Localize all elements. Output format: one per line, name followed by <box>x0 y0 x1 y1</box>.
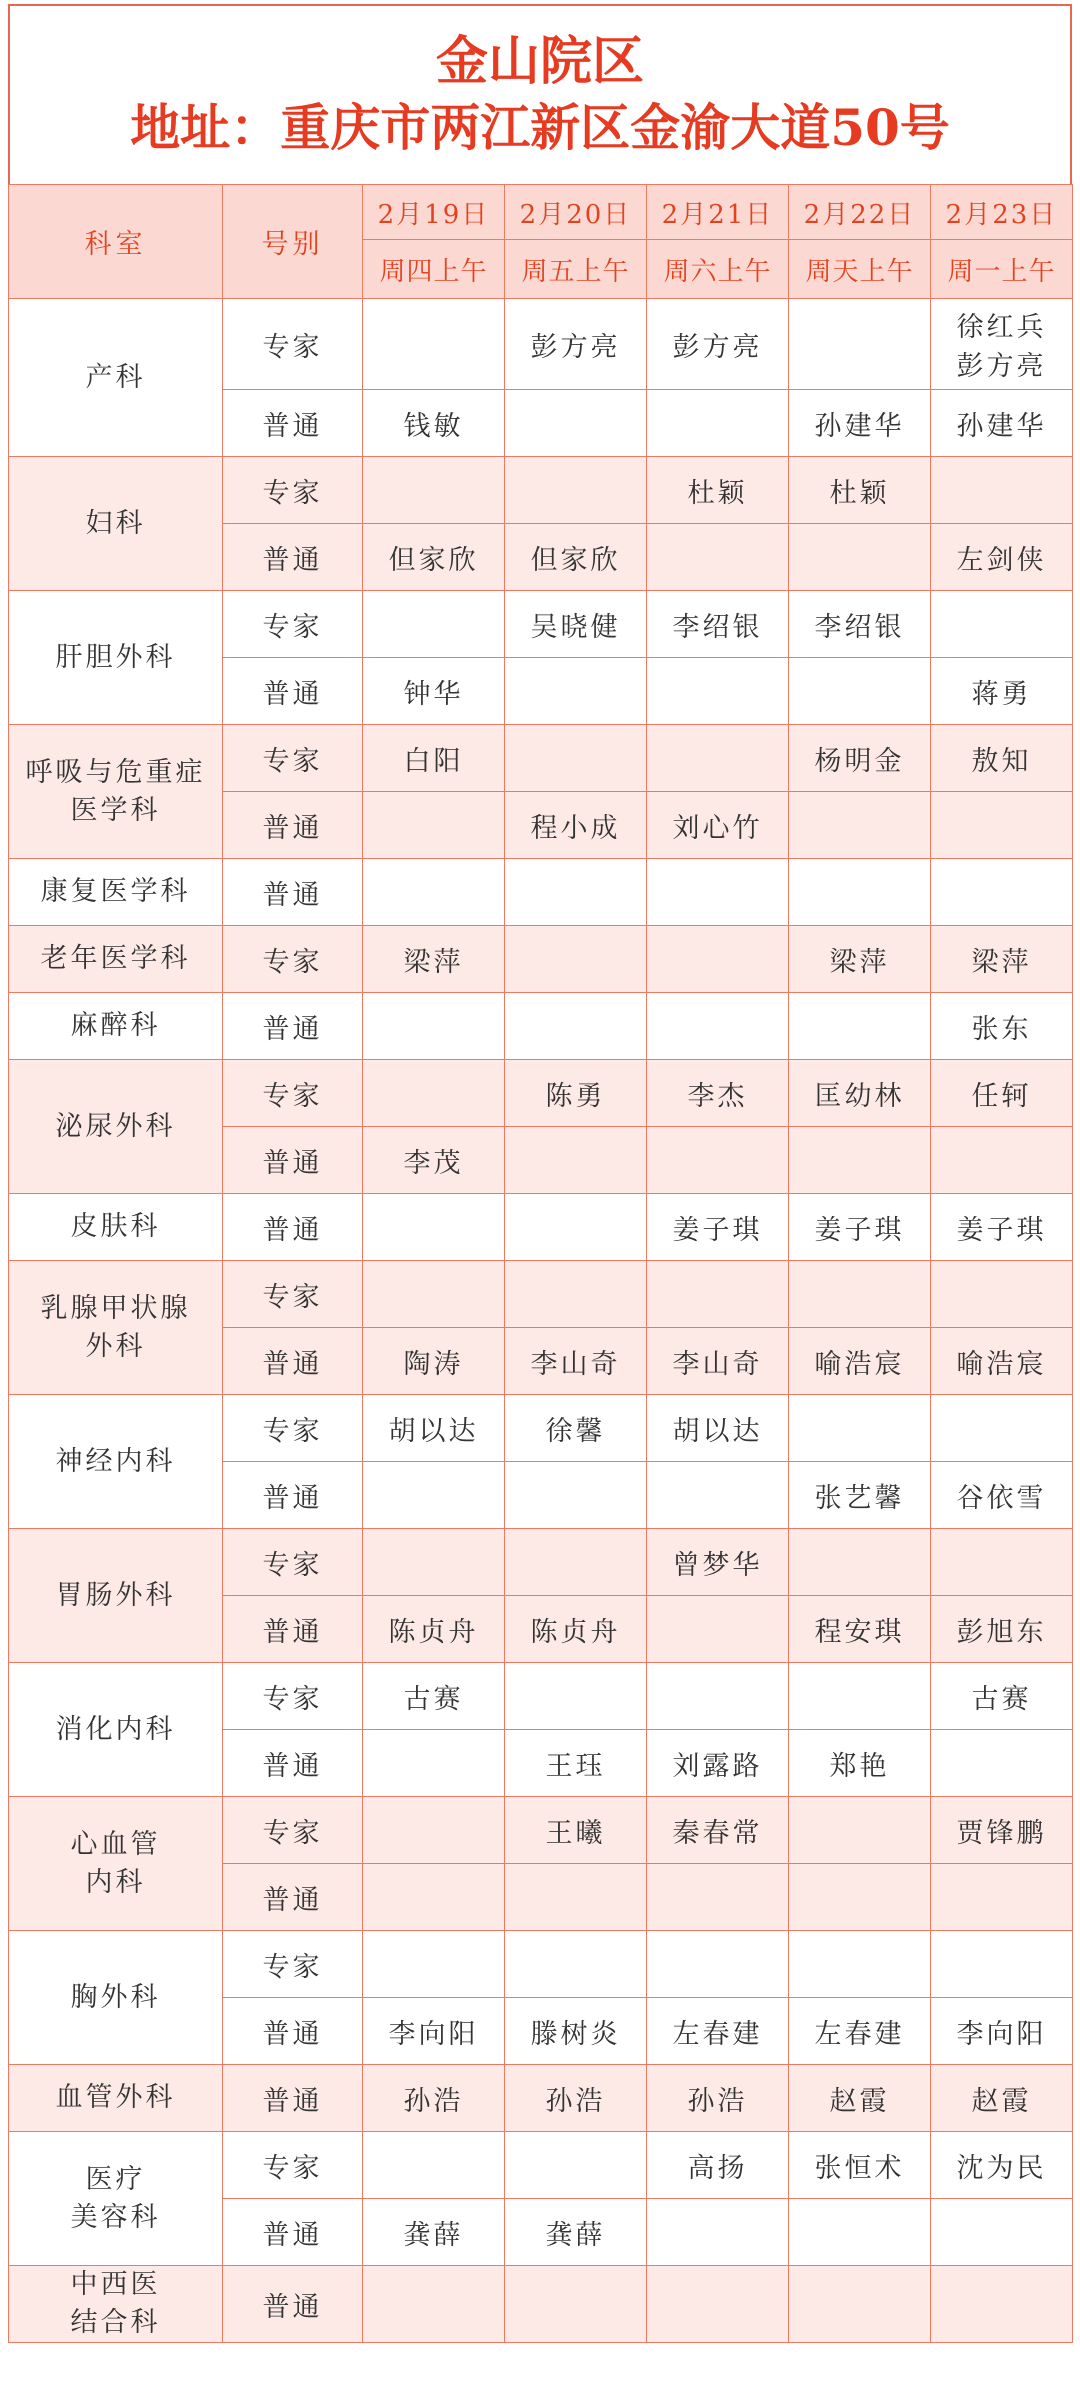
doctor-cell <box>647 1931 789 1998</box>
doctor-cell <box>363 1864 505 1931</box>
doctor-cell <box>505 658 647 725</box>
doctor-cell <box>931 1931 1073 1998</box>
table-row <box>9 1060 1073 1127</box>
doctor-cell: 滕树炎 <box>505 1998 647 2065</box>
doctor-cell <box>505 2266 647 2343</box>
doctor-cell <box>789 1395 931 1462</box>
clinic-type-cell: 专家 <box>223 1797 363 1864</box>
doctor-cell <box>363 1462 505 1529</box>
date-header: 2月19日 <box>363 185 505 240</box>
clinic-type-cell: 专家 <box>223 591 363 658</box>
doctor-cell <box>363 2266 505 2343</box>
doctor-cell <box>505 2132 647 2199</box>
doctor-cell <box>647 390 789 457</box>
clinic-type-cell: 普通 <box>223 792 363 859</box>
doctor-cell <box>505 390 647 457</box>
doctor-cell <box>505 859 647 926</box>
schedule-table <box>8 184 1073 2343</box>
doctor-cell <box>931 591 1073 658</box>
doctor-cell <box>931 1395 1073 1462</box>
clinic-type-cell: 专家 <box>223 725 363 792</box>
department-cell: 神经内科 <box>9 1395 223 1529</box>
doctor-cell: 徐馨 <box>505 1395 647 1462</box>
department-cell: 胸外科 <box>9 1931 223 2065</box>
doctor-cell: 姜子琪 <box>647 1194 789 1261</box>
clinic-type-cell: 普通 <box>223 658 363 725</box>
doctor-cell <box>647 2199 789 2266</box>
clinic-type-cell: 专家 <box>223 1663 363 1730</box>
clinic-type-cell: 普通 <box>223 1127 363 1194</box>
dept-column-header: 科室 <box>9 185 223 299</box>
department-cell: 胃肠外科 <box>9 1529 223 1663</box>
table-row <box>9 2065 1073 2132</box>
doctor-cell: 陈勇 <box>505 1060 647 1127</box>
doctor-cell: 徐红兵 彭方亮 <box>931 299 1073 390</box>
doctor-cell: 彭旭东 <box>931 1596 1073 1663</box>
table-row <box>9 2132 1073 2199</box>
doctor-cell: 李茂 <box>363 1127 505 1194</box>
doctor-cell <box>647 1864 789 1931</box>
doctor-cell: 李向阳 <box>363 1998 505 2065</box>
doctor-cell: 孙浩 <box>505 2065 647 2132</box>
weekday-header: 周天上午 <box>789 240 931 299</box>
doctor-cell: 左剑侠 <box>931 524 1073 591</box>
doctor-cell <box>931 2266 1073 2343</box>
table-row <box>9 1395 1073 1462</box>
doctor-cell: 古赛 <box>931 1663 1073 1730</box>
doctor-cell: 但家欣 <box>505 524 647 591</box>
clinic-type-cell: 普通 <box>223 2266 363 2343</box>
clinic-type-cell: 普通 <box>223 1596 363 1663</box>
department-cell: 心血管 内科 <box>9 1797 223 1931</box>
doctor-cell <box>363 2132 505 2199</box>
clinic-type-cell: 普通 <box>223 1194 363 1261</box>
doctor-cell: 古赛 <box>363 1663 505 1730</box>
doctor-cell <box>789 1529 931 1596</box>
doctor-cell: 赵霞 <box>789 2065 931 2132</box>
doctor-cell: 蒋勇 <box>931 658 1073 725</box>
doctor-cell <box>363 1060 505 1127</box>
doctor-cell: 曾梦华 <box>647 1529 789 1596</box>
doctor-cell: 沈为民 <box>931 2132 1073 2199</box>
department-cell: 肝胆外科 <box>9 591 223 725</box>
doctor-cell: 郑艳 <box>789 1730 931 1797</box>
department-cell: 医疗 美容科 <box>9 2132 223 2266</box>
table-row <box>9 1194 1073 1261</box>
doctor-cell <box>931 1127 1073 1194</box>
doctor-cell: 胡以达 <box>363 1395 505 1462</box>
table-row <box>9 1529 1073 1596</box>
doctor-cell <box>647 859 789 926</box>
doctor-cell <box>647 725 789 792</box>
doctor-cell <box>647 1462 789 1529</box>
doctor-cell: 钟华 <box>363 658 505 725</box>
doctor-cell <box>789 993 931 1060</box>
doctor-cell: 彭方亮 <box>505 299 647 390</box>
doctor-cell: 张恒术 <box>789 2132 931 2199</box>
doctor-cell: 喻浩宸 <box>789 1328 931 1395</box>
department-cell: 血管外科 <box>9 2065 223 2132</box>
clinic-type-cell: 专家 <box>223 1261 363 1328</box>
doctor-cell: 王曦 <box>505 1797 647 1864</box>
doctor-cell <box>647 524 789 591</box>
doctor-cell <box>647 1596 789 1663</box>
doctor-cell: 孙建华 <box>931 390 1073 457</box>
type-column-header: 号别 <box>223 185 363 299</box>
doctor-cell <box>647 1127 789 1194</box>
doctor-cell: 张东 <box>931 993 1073 1060</box>
doctor-cell: 孙浩 <box>363 2065 505 2132</box>
doctor-cell <box>789 859 931 926</box>
doctor-cell: 杜颖 <box>789 457 931 524</box>
table-body <box>9 299 1073 2343</box>
department-cell: 泌尿外科 <box>9 1060 223 1194</box>
doctor-cell: 王珏 <box>505 1730 647 1797</box>
doctor-cell: 匡幼林 <box>789 1060 931 1127</box>
doctor-cell <box>363 792 505 859</box>
schedule-page <box>8 4 1072 2343</box>
doctor-cell <box>647 926 789 993</box>
doctor-cell: 姜子琪 <box>789 1194 931 1261</box>
doctor-cell: 杨明金 <box>789 725 931 792</box>
table-row <box>9 1931 1073 1998</box>
weekday-header: 周四上午 <box>363 240 505 299</box>
clinic-type-cell: 专家 <box>223 1060 363 1127</box>
doctor-cell <box>789 1931 931 1998</box>
clinic-type-cell: 普通 <box>223 1462 363 1529</box>
department-cell: 呼吸与危重症 医学科 <box>9 725 223 859</box>
doctor-cell <box>505 1194 647 1261</box>
doctor-cell: 谷依雪 <box>931 1462 1073 1529</box>
doctor-cell <box>363 993 505 1060</box>
doctor-cell <box>789 1663 931 1730</box>
department-cell: 麻醉科 <box>9 993 223 1060</box>
doctor-cell <box>931 1529 1073 1596</box>
doctor-cell: 李山奇 <box>505 1328 647 1395</box>
doctor-cell <box>505 725 647 792</box>
doctor-cell <box>363 299 505 390</box>
date-row <box>9 185 1073 240</box>
doctor-cell: 梁萍 <box>789 926 931 993</box>
table-row <box>9 457 1073 524</box>
clinic-type-cell: 普通 <box>223 1328 363 1395</box>
doctor-cell <box>505 1127 647 1194</box>
doctor-cell <box>363 1194 505 1261</box>
doctor-cell <box>363 591 505 658</box>
table-row <box>9 591 1073 658</box>
department-cell: 老年医学科 <box>9 926 223 993</box>
doctor-cell <box>505 1931 647 1998</box>
doctor-cell: 喻浩宸 <box>931 1328 1073 1395</box>
clinic-type-cell: 专家 <box>223 1395 363 1462</box>
doctor-cell: 孙建华 <box>789 390 931 457</box>
doctor-cell <box>363 1730 505 1797</box>
doctor-cell <box>363 457 505 524</box>
doctor-cell <box>505 1462 647 1529</box>
doctor-cell: 任轲 <box>931 1060 1073 1127</box>
clinic-type-cell: 专家 <box>223 1529 363 1596</box>
department-cell: 皮肤科 <box>9 1194 223 1261</box>
doctor-cell <box>363 1529 505 1596</box>
doctor-cell <box>647 2266 789 2343</box>
clinic-type-cell: 普通 <box>223 1730 363 1797</box>
doctor-cell: 梁萍 <box>363 926 505 993</box>
weekday-header: 周五上午 <box>505 240 647 299</box>
page-header <box>8 4 1072 184</box>
doctor-cell <box>363 859 505 926</box>
doctor-cell: 张艺馨 <box>789 1462 931 1529</box>
weekday-header: 周一上午 <box>931 240 1073 299</box>
doctor-cell: 李绍银 <box>647 591 789 658</box>
doctor-cell <box>647 1261 789 1328</box>
date-header: 2月22日 <box>789 185 931 240</box>
doctor-cell: 敖知 <box>931 725 1073 792</box>
doctor-cell <box>789 2199 931 2266</box>
doctor-cell: 胡以达 <box>647 1395 789 1462</box>
doctor-cell <box>647 658 789 725</box>
doctor-cell <box>505 1864 647 1931</box>
doctor-cell <box>931 859 1073 926</box>
doctor-cell: 龚薛 <box>505 2199 647 2266</box>
doctor-cell <box>363 1931 505 1998</box>
clinic-type-cell: 普通 <box>223 993 363 1060</box>
table-row <box>9 1797 1073 1864</box>
doctor-cell: 钱敏 <box>363 390 505 457</box>
table-row <box>9 1261 1073 1328</box>
table-row <box>9 926 1073 993</box>
doctor-cell <box>789 2266 931 2343</box>
doctor-cell <box>789 299 931 390</box>
doctor-cell <box>789 1864 931 1931</box>
doctor-cell: 贾锋鹏 <box>931 1797 1073 1864</box>
weekday-header: 周六上午 <box>647 240 789 299</box>
clinic-type-cell: 专家 <box>223 2132 363 2199</box>
doctor-cell: 李绍银 <box>789 591 931 658</box>
doctor-cell <box>789 1261 931 1328</box>
doctor-cell: 刘露路 <box>647 1730 789 1797</box>
doctor-cell: 刘心竹 <box>647 792 789 859</box>
doctor-cell: 杜颖 <box>647 457 789 524</box>
department-cell: 康复医学科 <box>9 859 223 926</box>
doctor-cell <box>931 1261 1073 1328</box>
doctor-cell: 陈贞舟 <box>363 1596 505 1663</box>
date-header: 2月21日 <box>647 185 789 240</box>
doctor-cell <box>505 993 647 1060</box>
date-header: 2月23日 <box>931 185 1073 240</box>
department-cell: 中西医 结合科 <box>9 2266 223 2343</box>
doctor-cell: 彭方亮 <box>647 299 789 390</box>
doctor-cell <box>789 1127 931 1194</box>
clinic-type-cell: 普通 <box>223 390 363 457</box>
doctor-cell: 陶涛 <box>363 1328 505 1395</box>
doctor-cell: 程安琪 <box>789 1596 931 1663</box>
table-row <box>9 1663 1073 1730</box>
doctor-cell <box>505 926 647 993</box>
table-row <box>9 993 1073 1060</box>
clinic-type-cell: 专家 <box>223 457 363 524</box>
department-cell: 产科 <box>9 299 223 457</box>
doctor-cell: 吴晓健 <box>505 591 647 658</box>
doctor-cell <box>363 1797 505 1864</box>
doctor-cell: 左春建 <box>789 1998 931 2065</box>
doctor-cell: 李杰 <box>647 1060 789 1127</box>
date-header: 2月20日 <box>505 185 647 240</box>
doctor-cell: 李向阳 <box>931 1998 1073 2065</box>
table-header <box>9 185 1073 299</box>
doctor-cell: 高扬 <box>647 2132 789 2199</box>
doctor-cell: 梁萍 <box>931 926 1073 993</box>
campus-title: 金山院区 <box>435 31 644 92</box>
clinic-type-cell: 普通 <box>223 1998 363 2065</box>
doctor-cell <box>505 1261 647 1328</box>
doctor-cell: 白阳 <box>363 725 505 792</box>
doctor-cell: 秦春常 <box>647 1797 789 1864</box>
department-cell: 乳腺甲状腺 外科 <box>9 1261 223 1395</box>
doctor-cell <box>931 792 1073 859</box>
clinic-type-cell: 普通 <box>223 524 363 591</box>
doctor-cell <box>931 2199 1073 2266</box>
doctor-cell: 但家欣 <box>363 524 505 591</box>
doctor-cell <box>789 1797 931 1864</box>
clinic-type-cell: 普通 <box>223 2065 363 2132</box>
department-cell: 消化内科 <box>9 1663 223 1797</box>
doctor-cell: 赵霞 <box>931 2065 1073 2132</box>
doctor-cell <box>505 457 647 524</box>
doctor-cell <box>363 1261 505 1328</box>
doctor-cell: 李山奇 <box>647 1328 789 1395</box>
doctor-cell <box>789 524 931 591</box>
doctor-cell: 陈贞舟 <box>505 1596 647 1663</box>
department-cell: 妇科 <box>9 457 223 591</box>
clinic-type-cell: 普通 <box>223 1864 363 1931</box>
table-row <box>9 725 1073 792</box>
clinic-type-cell: 专家 <box>223 1931 363 1998</box>
clinic-type-cell: 普通 <box>223 859 363 926</box>
doctor-cell <box>647 993 789 1060</box>
clinic-type-cell: 专家 <box>223 299 363 390</box>
table-row <box>9 859 1073 926</box>
doctor-cell <box>931 1730 1073 1797</box>
doctor-cell: 姜子琪 <box>931 1194 1073 1261</box>
doctor-cell <box>647 1663 789 1730</box>
doctor-cell: 龚薛 <box>363 2199 505 2266</box>
doctor-cell <box>505 1529 647 1596</box>
doctor-cell <box>931 1864 1073 1931</box>
campus-address: 地址：重庆市两江新区金渝大道50号 <box>130 98 950 157</box>
table-row <box>9 2266 1073 2343</box>
doctor-cell: 程小成 <box>505 792 647 859</box>
doctor-cell <box>789 792 931 859</box>
clinic-type-cell: 普通 <box>223 2199 363 2266</box>
clinic-type-cell: 专家 <box>223 926 363 993</box>
doctor-cell <box>505 1663 647 1730</box>
table-row <box>9 299 1073 390</box>
doctor-cell <box>789 658 931 725</box>
doctor-cell <box>931 457 1073 524</box>
doctor-cell: 左春建 <box>647 1998 789 2065</box>
doctor-cell: 孙浩 <box>647 2065 789 2132</box>
